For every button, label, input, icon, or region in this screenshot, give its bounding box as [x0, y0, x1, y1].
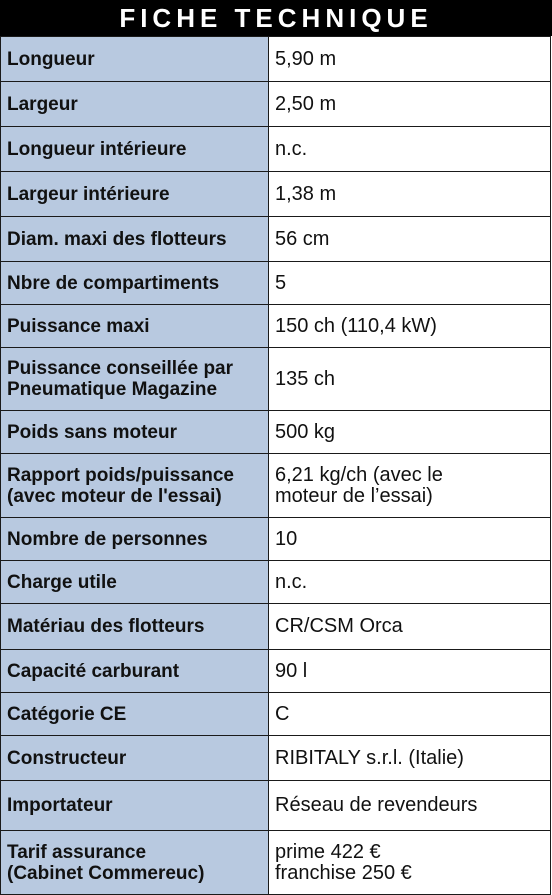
- spec-label: [1, 518, 269, 561]
- spec-label-line: Nbre de compartiments: [7, 272, 220, 294]
- spec-label: [1, 650, 269, 693]
- table-row: [1, 37, 551, 82]
- spec-label-line: Longueur: [7, 48, 95, 70]
- table-row: [1, 262, 551, 305]
- spec-label-line: Puissance conseillée par: [7, 358, 234, 379]
- spec-label: [1, 781, 269, 831]
- spec-label-line: (Cabinet Commereuc): [7, 862, 205, 884]
- spec-value-line: 1,38 m: [275, 182, 337, 205]
- table-row: [1, 781, 551, 831]
- spec-label-line: Puissance maxi: [7, 315, 150, 337]
- table-row: [1, 82, 551, 127]
- spec-value-line: n.c.: [275, 137, 308, 160]
- spec-value: [269, 736, 551, 781]
- spec-label: [1, 172, 269, 217]
- table-row: [1, 217, 551, 262]
- spec-value-line: Réseau de revendeurs: [275, 794, 478, 816]
- table-row: [1, 561, 551, 604]
- spec-value: [269, 650, 551, 693]
- spec-label-line: Capacité carburant: [7, 660, 180, 682]
- spec-label-line: Largeur: [7, 93, 78, 115]
- spec-value-line: 6,21 kg/ch (avec le: [275, 463, 443, 486]
- spec-label-line: Nombre de personnes: [7, 528, 208, 550]
- sheet-title: FICHE TECHNIQUE: [0, 0, 552, 36]
- spec-label-line: Longueur intérieure: [7, 138, 187, 160]
- spec-value: [269, 781, 551, 831]
- spec-value-line: 150 ch (110,4 kW): [275, 314, 437, 337]
- spec-value: [269, 262, 551, 305]
- spec-value-line: 135 ch: [275, 367, 336, 390]
- table-row: [1, 127, 551, 172]
- spec-value: [269, 561, 551, 604]
- spec-label: [1, 37, 269, 82]
- spec-value-line: prime 422 €: [275, 840, 381, 863]
- table-row: [1, 518, 551, 561]
- spec-label: [1, 693, 269, 736]
- spec-label: [1, 217, 269, 262]
- spec-label-line: Importateur: [7, 795, 113, 816]
- spec-value: [269, 518, 551, 561]
- spec-value: [269, 604, 551, 650]
- spec-value: [269, 693, 551, 736]
- spec-label-line: Diam. maxi des flotteurs: [7, 228, 227, 250]
- spec-label-line: Rapport poids/puissance: [7, 464, 234, 486]
- spec-table-body: [1, 37, 551, 895]
- spec-value: [269, 127, 551, 172]
- table-row: [1, 305, 551, 348]
- spec-value: [269, 82, 551, 127]
- spec-label-line: (avec moteur de l'essai): [7, 485, 222, 507]
- spec-table: [0, 36, 551, 895]
- spec-value-line: n.c.: [275, 570, 308, 593]
- spec-label: [1, 262, 269, 305]
- spec-label: [1, 411, 269, 454]
- spec-value-line: 2,50 m: [275, 92, 337, 115]
- spec-label-line: Catégorie CE: [7, 703, 127, 725]
- spec-value: [269, 37, 551, 82]
- table-row: [1, 348, 551, 411]
- spec-label-line: Tarif assurance: [7, 841, 147, 863]
- spec-label: [1, 561, 269, 604]
- spec-label: [1, 305, 269, 348]
- spec-label-line: Constructeur: [7, 747, 127, 769]
- spec-value-line: 90 l: [275, 659, 308, 682]
- spec-value: [269, 831, 551, 895]
- table-row: [1, 831, 551, 895]
- spec-label-line: Matériau des flotteurs: [7, 616, 205, 637]
- spec-value: [269, 172, 551, 217]
- table-row: [1, 650, 551, 693]
- spec-value-line: 5,90 m: [275, 47, 337, 70]
- spec-label: [1, 82, 269, 127]
- table-row: [1, 693, 551, 736]
- spec-value: [269, 305, 551, 348]
- table-row: [1, 454, 551, 518]
- spec-value: [269, 217, 551, 262]
- spec-label: [1, 604, 269, 650]
- spec-label-line: Poids sans moteur: [7, 421, 177, 443]
- spec-value-line: C: [275, 702, 290, 725]
- spec-value: [269, 454, 551, 518]
- table-row: [1, 172, 551, 217]
- spec-value-line: RIBITALY s.r.l. (Italie): [275, 746, 464, 769]
- spec-label: [1, 736, 269, 781]
- spec-label-line: Pneumatique Magazine: [7, 379, 218, 400]
- spec-value: [269, 411, 551, 454]
- spec-value-line: franchise 250 €: [275, 861, 412, 884]
- spec-label-line: Charge utile: [7, 571, 117, 593]
- spec-label: [1, 127, 269, 172]
- spec-value-line: moteur de l’essai): [275, 484, 433, 507]
- table-row: [1, 736, 551, 781]
- spec-label: [1, 348, 269, 411]
- spec-label-line: Largeur intérieure: [7, 183, 170, 205]
- spec-value-line: 500 kg: [275, 420, 336, 443]
- spec-value-line: 10: [275, 527, 298, 550]
- spec-value-line: 5: [275, 271, 287, 294]
- spec-value: [269, 348, 551, 411]
- spec-label: [1, 454, 269, 518]
- spec-value-line: 56 cm: [275, 227, 330, 250]
- table-row: [1, 604, 551, 650]
- spec-value-line: CR/CSM Orca: [275, 615, 403, 637]
- spec-label: [1, 831, 269, 895]
- table-row: [1, 411, 551, 454]
